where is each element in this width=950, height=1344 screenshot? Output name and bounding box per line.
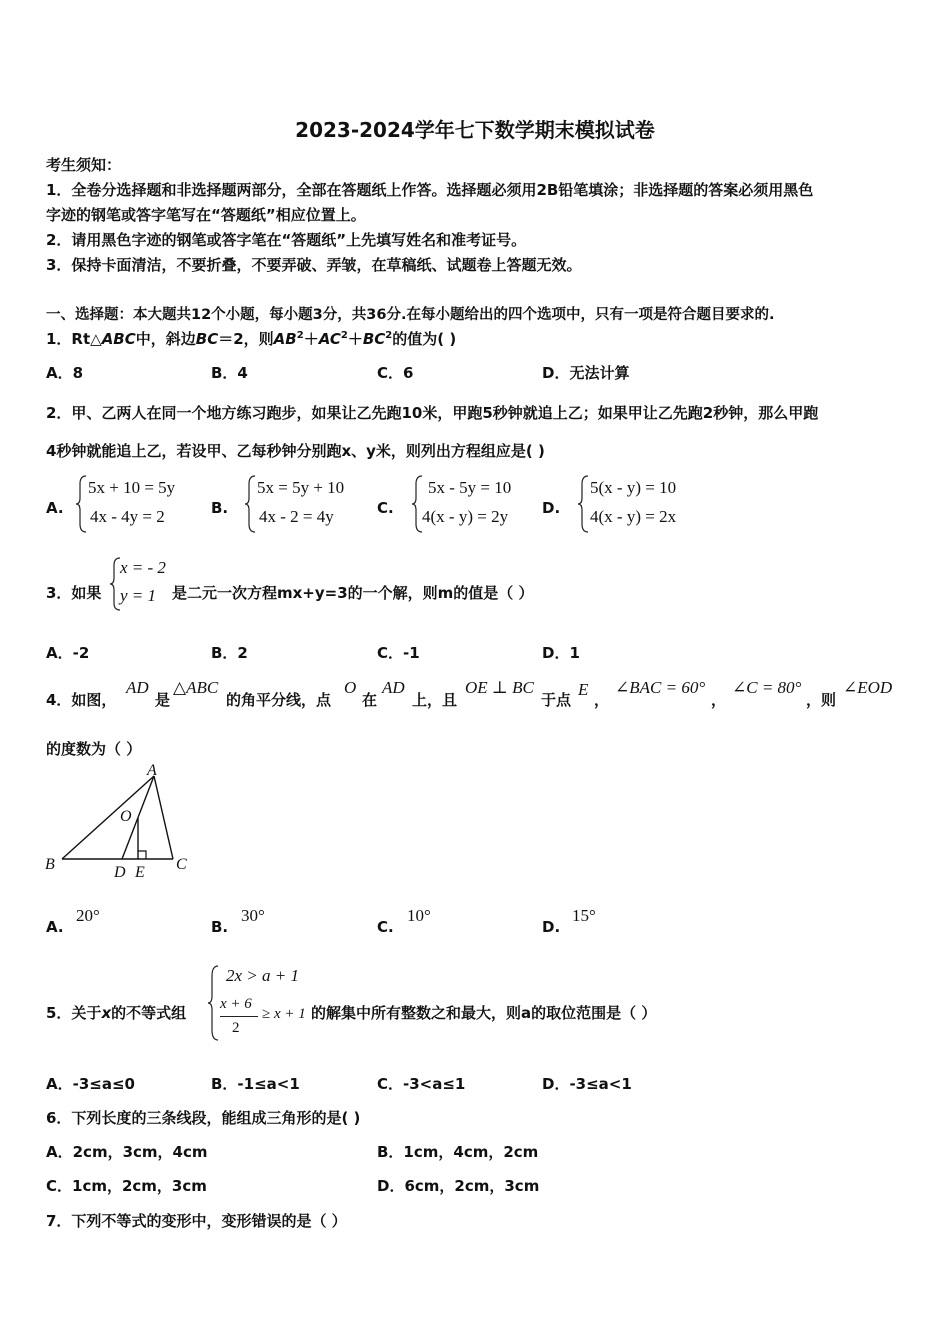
q5-option-c[interactable]: C．-3<a≤1 — [377, 1075, 466, 1093]
q4-perp: OE ⊥ BC — [465, 678, 534, 697]
q3-option-b[interactable]: B．2 — [211, 644, 248, 662]
q2-option-c-label[interactable]: C. — [377, 499, 394, 517]
q5-ineq1: 2x > a + 1 — [226, 966, 299, 985]
q2-d-eq2: 4(x - y) = 2x — [590, 507, 677, 526]
q4-option-b-value: 30° — [241, 906, 265, 925]
q4-is: 是 — [155, 691, 171, 709]
q2-option-b-label[interactable]: B. — [211, 499, 229, 517]
notice-heading: 考生须知： — [46, 156, 122, 174]
q4-line2: 的度数为（ ） — [46, 740, 142, 758]
q5-option-a[interactable]: A．-3≤a≤0 — [46, 1075, 135, 1093]
q5-option-b[interactable]: B．-1≤a<1 — [211, 1075, 300, 1093]
q1-option-a[interactable]: A．8 — [46, 364, 84, 382]
q4-then: ，则 — [806, 691, 837, 709]
q2-a-eq1: 5x + 10 = 5y — [88, 478, 176, 497]
q5-numerator: x + 6 — [220, 996, 252, 1012]
q4-option-a-label[interactable]: A. — [46, 918, 64, 936]
q2-c-eq2: 4(x - y) = 2y — [422, 507, 509, 526]
brace-icon — [208, 964, 220, 1042]
q4-ad: AD — [126, 678, 149, 697]
question-2-stem-line2: 4秒钟就能追上乙，若设甲、乙每秒钟分别跑x、y米，则列出方程组应是( ) — [46, 442, 545, 460]
q4-point-e: E — [578, 680, 589, 699]
q5-system — [208, 964, 318, 1044]
notice-item-1-cont: 字迹的钢笔或答字笔写在“答题纸”相应位置上。 — [46, 206, 366, 224]
question-3-post: 是二元一次方程mx+y=3的一个解，则m的值是（ ） — [172, 584, 534, 602]
fig-label-c: C — [176, 856, 187, 873]
q3-option-c[interactable]: C．-1 — [377, 644, 420, 662]
fig-label-d: D — [114, 864, 126, 881]
q3-eq1: x = - 2 — [120, 558, 166, 577]
fig-label-o: O — [120, 808, 132, 825]
q4-at: 于点 — [541, 691, 572, 709]
question-2-stem-line1: 2．甲、乙两人在同一个地方练习跑步，如果让乙先跑10米，甲跑5秒钟就追上乙；如果甲让乙先跑2秒钟，那么甲跑 — [46, 404, 819, 422]
brace-icon — [245, 474, 257, 534]
q3-eq2: y = 1 — [120, 586, 157, 605]
q4-option-d-value: 15° — [572, 906, 596, 925]
q4-bisector: 的角平分线，点 — [226, 691, 332, 709]
q3-option-d[interactable]: D．1 — [542, 644, 580, 662]
q5-denominator: 2 — [232, 1020, 240, 1036]
brace-icon — [578, 474, 590, 534]
brace-icon — [76, 474, 88, 534]
q2-d-eq1: 5(x - y) = 10 — [590, 478, 677, 497]
q5-stem: 5．关于x的不等式组 — [46, 1004, 187, 1022]
q7-stem: 7．下列不等式的变形中，变形错误的是（ ） — [46, 1212, 347, 1230]
q4-pre: 4．如图， — [46, 691, 117, 709]
q4-point-o: O — [344, 678, 357, 697]
q4-angle-c: ∠C = 80° — [732, 678, 802, 697]
page-title: 2023-2024学年七下数学期末模拟试卷 — [295, 118, 655, 142]
q4-on: 在 — [362, 691, 378, 709]
q1-option-b[interactable]: B．4 — [211, 364, 248, 382]
q4-angle-eod: ∠EOD — [843, 678, 893, 697]
q1-option-d[interactable]: D．无法计算 — [542, 364, 630, 382]
fig-label-b: B — [45, 856, 55, 873]
q6-option-b[interactable]: B．1cm，4cm，2cm — [377, 1143, 539, 1161]
q2-b-eq2: 4x - 2 = 4y — [259, 507, 334, 526]
q5-post: 的解集中所有整数之和最大，则a的取位范围是（ ） — [311, 1004, 657, 1022]
q5-rhs: ≥ x + 1 — [262, 1006, 306, 1022]
q4-triangle: △ABC — [173, 678, 219, 697]
q4-comma2: ， — [711, 691, 727, 709]
q4-ad2: AD — [382, 678, 405, 697]
question-1-stem: 1．Rt△ABC中，斜边BC＝2，则$AB^2+AC^2+BC^2$的值为( ) — [46, 330, 457, 348]
q1-option-c[interactable]: C．6 — [377, 364, 414, 382]
q4-option-d-label[interactable]: D. — [542, 918, 561, 936]
q2-option-d-label[interactable]: D. — [542, 499, 561, 517]
notice-item-3: 3．保持卡面清洁，不要折叠，不要弄破、弄皱，在草稿纸、试题卷上答题无效。 — [46, 256, 582, 274]
q5-fraction-bar — [220, 1016, 258, 1017]
q3-option-a[interactable]: A．-2 — [46, 644, 90, 662]
q4-angle-bac: ∠BAC = 60° — [615, 678, 706, 697]
notice-item-2: 2．请用黑色字迹的钢笔或答字笔在“答题纸”上先填写姓名和准考证号。 — [46, 231, 527, 249]
q6-stem: 6．下列长度的三条线段，能组成三角形的是( ) — [46, 1109, 361, 1127]
q2-c-eq1: 5x - 5y = 10 — [428, 478, 512, 497]
fig-label-e: E — [135, 864, 145, 881]
q6-option-d[interactable]: D．6cm，2cm，3cm — [377, 1177, 540, 1195]
notice-item-1: 1．全卷分选择题和非选择题两部分，全部在答题纸上作答。选择题必须用2B铅笔填涂；非选择题的答案必须用黑色 — [46, 181, 814, 199]
q4-comma1: ， — [594, 691, 610, 709]
question-3-pre: 3．如果 — [46, 584, 102, 602]
q2-b-eq1: 5x = 5y + 10 — [257, 478, 345, 497]
q4-option-c-value: 10° — [407, 906, 431, 925]
q4-and: 上，且 — [412, 691, 458, 709]
q4-figure — [40, 762, 200, 887]
q2-a-eq2: 4x - 4y = 2 — [90, 507, 165, 526]
q6-option-a[interactable]: A．2cm，3cm，4cm — [46, 1143, 208, 1161]
section-heading: 一、选择题：本大题共12个小题，每小题3分，共36分.在每小题给出的四个选项中，只有一项是符合题目要求的. — [46, 307, 775, 323]
q6-option-c[interactable]: C．1cm，2cm，3cm — [46, 1177, 207, 1195]
fig-label-a: A — [147, 762, 157, 779]
q4-option-a-value: 20° — [76, 906, 100, 925]
q5-option-d[interactable]: D．-3≤a<1 — [542, 1075, 632, 1093]
q4-option-b-label[interactable]: B. — [211, 918, 229, 936]
q2-option-a-label[interactable]: A. — [46, 499, 64, 517]
q4-option-c-label[interactable]: C. — [377, 918, 394, 936]
